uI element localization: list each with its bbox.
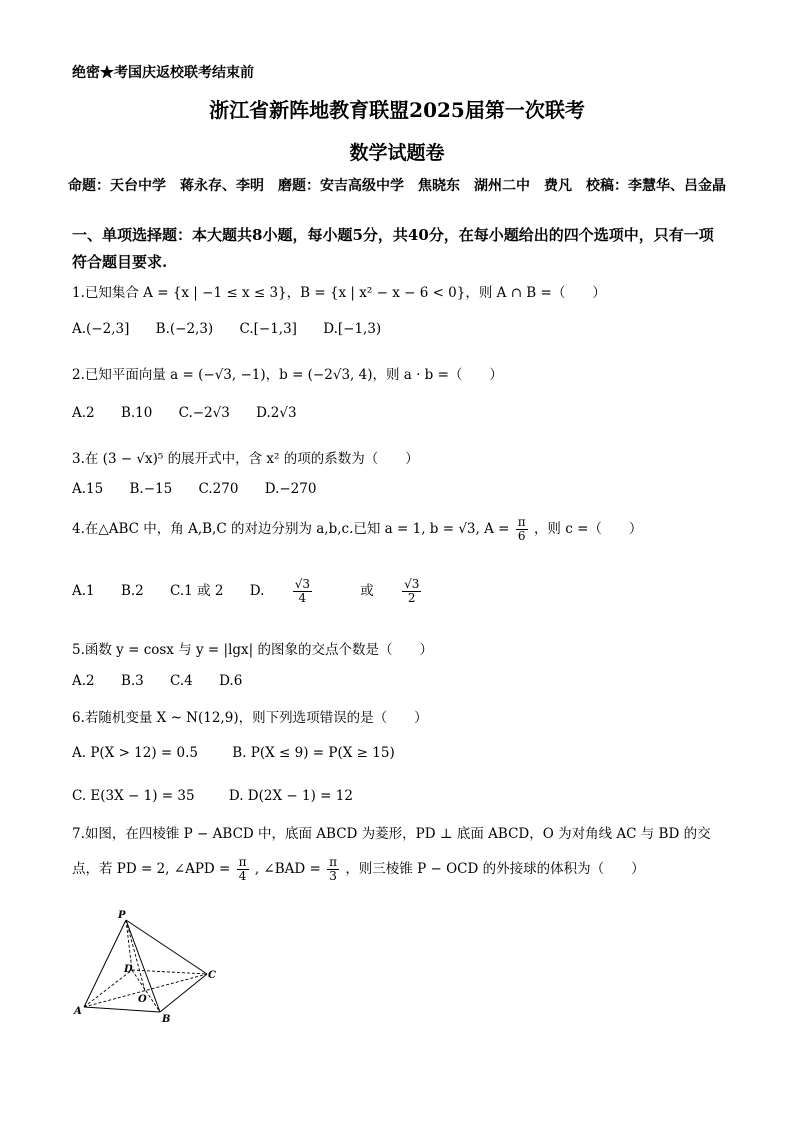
option-b: B. P(X ≤ 9) = P(X ≥ 15) — [232, 745, 395, 761]
label-b: B — [162, 1014, 171, 1023]
edge-ab — [84, 1007, 160, 1012]
edge-pa — [84, 920, 126, 1007]
option-c: C.270 — [198, 481, 239, 497]
question-6-options-row1 — [72, 745, 417, 761]
option-d: D.[−1,3) — [323, 321, 382, 337]
pyramid-figure — [70, 908, 230, 1023]
question-7-stem-line1: 7.如图，在四棱锥 P − ABCD 中，底面 ABCD 为菱形，PD ⊥ 底面 ABCD，O 为对角线 AC 与 BD 的交 — [72, 826, 711, 842]
option-a: A.2 — [72, 405, 95, 421]
exam-title: 浙江省新阵地教育联盟2025届第一次联考 — [209, 98, 585, 122]
option-c: C.1 或 2 — [170, 583, 224, 599]
question-2-stem: 2.已知平面向量 a = (−√3, −1)，b = (−2√3, 4)，则 a · b =（ ） — [72, 367, 503, 383]
exam-subtitle: 数学试题卷 — [349, 142, 445, 164]
option-d: D.−270 — [264, 481, 317, 497]
edge-bc — [160, 974, 207, 1012]
option-b: B.10 — [120, 405, 153, 421]
question-7-stem-line2: 点，若 PD = 2, ∠APD = $\frac{\pi}{4}$ , ∠BAD = $\frac{\pi}{3}$ ，则三棱锥 P − OCD 的外接球的体积为（ ） — [72, 855, 645, 883]
question-1-stem: 1.已知集合 A = {x | −1 ≤ x ≤ 3}，B = {x | x² − x − 6 < 0}，则 A ∩ B =（ ） — [72, 285, 606, 301]
option-c: C.−2√3 — [178, 405, 230, 421]
option-a: A.15 — [72, 481, 104, 497]
option-a: A.(−2,3] — [72, 321, 130, 337]
question-6-options-row2 — [72, 788, 375, 804]
fraction-pi-over-3: $\frac{\pi}{3}$ — [329, 855, 338, 883]
option-c: C.4 — [170, 673, 193, 689]
question-4-stem: 4.在△ABC 中，角 A,B,C 的对边分别为 a,b,c.已知 a = 1, b = √3, A = $\frac{\pi}{6}$ ，则 c =（ ） — [72, 515, 643, 543]
fraction-pi-over-6: $\frac{\pi}{6}$ — [517, 515, 526, 543]
option-b: B.2 — [120, 583, 144, 599]
label-c: C — [208, 970, 216, 981]
option-d: D. $\frac{√3}{4}$ 或 $\frac{√3}{2}$ — [249, 577, 420, 605]
option-c: C.[−1,3] — [239, 321, 297, 337]
question-3-options — [72, 481, 338, 497]
confidential-note: 绝密★考国庆返校联考结束前 — [72, 65, 254, 81]
option-b: B.−15 — [129, 481, 173, 497]
option-a: A.1 — [72, 583, 95, 599]
question-4-options — [72, 578, 465, 605]
option-b: B.3 — [120, 673, 144, 689]
credits-line: 命题：天台中学 蒋永存、李明 磨题：安吉高级中学 焦晓东 湖州二中 费凡 校稿：李慧华、吕金晶 — [68, 178, 726, 194]
label-o: O — [138, 994, 147, 1005]
question-1-options — [72, 321, 403, 337]
question-6-stem: 6.若随机变量 X ~ N(12,9)，则下列选项错误的是（ ） — [72, 710, 428, 726]
option-d: D.6 — [219, 673, 243, 689]
option-d: D. D(2X − 1) = 12 — [228, 788, 353, 804]
label-p: P — [118, 910, 126, 921]
question-2-options — [72, 405, 319, 421]
label-a: A — [74, 1006, 82, 1017]
fraction-pi-over-4: $\frac{\pi}{4}$ — [238, 855, 247, 883]
label-d: D — [124, 964, 133, 975]
option-d: D.2√3 — [256, 405, 297, 421]
option-c: C. E(3X − 1) = 35 — [72, 788, 195, 804]
option-a: A.2 — [72, 673, 95, 689]
section-heading: 一、单项选择题：本大题共8小题，每小题5分，共40分，在每小题给出的四个选项中，只有一项符合题目要求. — [72, 226, 714, 271]
option-a: A. P(X > 12) = 0.5 — [72, 745, 198, 761]
question-5-stem: 5.函数 y = cosx 与 y = |lgx| 的图象的交点个数是（ ） — [72, 642, 433, 658]
question-3-stem: 3.在 (3 − √x)⁵ 的展开式中，含 x² 的项的系数为（ ） — [72, 451, 419, 467]
question-5-options — [72, 673, 264, 689]
option-b: B.(−2,3) — [155, 321, 214, 337]
